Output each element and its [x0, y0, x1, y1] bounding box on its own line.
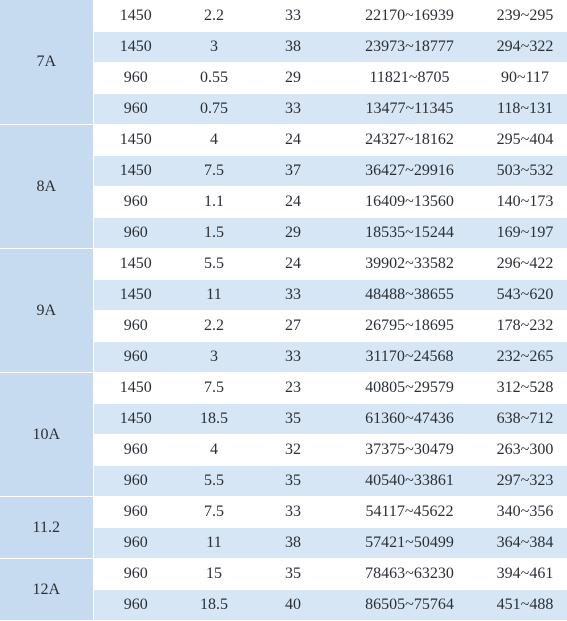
speed-cell: 1450 — [93, 125, 178, 156]
airflow-cell: 26795~18695 — [336, 311, 483, 342]
speed-cell: 960 — [93, 590, 178, 621]
airflow-cell: 37375~30479 — [336, 435, 483, 466]
power-cell: 7.5 — [178, 156, 250, 187]
power-cell: 4 — [178, 435, 250, 466]
pressure-cell: 38 — [250, 32, 336, 63]
power-cell: 1.1 — [178, 187, 250, 218]
power-cell: 18.5 — [178, 404, 250, 435]
noise-cell: 638~712 — [483, 404, 567, 435]
power-cell: 15 — [178, 559, 250, 590]
noise-cell: 232~265 — [483, 342, 567, 373]
airflow-cell: 78463~63230 — [336, 559, 483, 590]
pressure-cell: 24 — [250, 125, 336, 156]
airflow-cell: 22170~16939 — [336, 0, 483, 32]
table-row — [0, 559, 567, 590]
noise-cell: 294~322 — [483, 32, 567, 63]
airflow-cell: 86505~75764 — [336, 590, 483, 621]
model-cell: 9A — [0, 249, 93, 373]
speed-cell: 1450 — [93, 249, 178, 280]
airflow-cell: 16409~13560 — [336, 187, 483, 218]
speed-cell: 960 — [93, 497, 178, 528]
speed-cell: 960 — [93, 311, 178, 342]
noise-cell: 394~461 — [483, 559, 567, 590]
power-cell: 4 — [178, 125, 250, 156]
noise-cell: 297~323 — [483, 466, 567, 497]
model-cell: 11.2 — [0, 497, 93, 559]
pressure-cell: 33 — [250, 0, 336, 32]
speed-cell: 960 — [93, 466, 178, 497]
power-cell: 7.5 — [178, 373, 250, 404]
airflow-cell: 40805~29579 — [336, 373, 483, 404]
power-cell: 5.5 — [178, 249, 250, 280]
airflow-cell: 36427~29916 — [336, 156, 483, 187]
noise-cell: 90~117 — [483, 63, 567, 94]
airflow-cell: 31170~24568 — [336, 342, 483, 373]
noise-cell: 451~488 — [483, 590, 567, 621]
pressure-cell: 40 — [250, 590, 336, 621]
airflow-cell: 23973~18777 — [336, 32, 483, 63]
speed-cell: 960 — [93, 559, 178, 590]
noise-cell: 169~197 — [483, 218, 567, 249]
noise-cell: 263~300 — [483, 435, 567, 466]
model-cell: 7A — [0, 0, 93, 125]
power-cell: 2.2 — [178, 311, 250, 342]
power-cell: 3 — [178, 32, 250, 63]
noise-cell: 140~173 — [483, 187, 567, 218]
power-cell: 5.5 — [178, 466, 250, 497]
pressure-cell: 24 — [250, 187, 336, 218]
pressure-cell: 35 — [250, 404, 336, 435]
airflow-cell: 24327~18162 — [336, 125, 483, 156]
pressure-cell: 33 — [250, 497, 336, 528]
model-cell: 12A — [0, 559, 93, 621]
table-row — [0, 0, 567, 32]
table-row — [0, 125, 567, 156]
noise-cell: 364~384 — [483, 528, 567, 559]
speed-cell: 960 — [93, 187, 178, 218]
speed-cell: 1450 — [93, 280, 178, 311]
pressure-cell: 23 — [250, 373, 336, 404]
power-cell: 3 — [178, 342, 250, 373]
power-cell: 2.2 — [178, 0, 250, 32]
pressure-cell: 38 — [250, 528, 336, 559]
noise-cell: 340~356 — [483, 497, 567, 528]
airflow-cell: 57421~50499 — [336, 528, 483, 559]
airflow-cell: 61360~47436 — [336, 404, 483, 435]
speed-cell: 960 — [93, 94, 178, 125]
noise-cell: 178~232 — [483, 311, 567, 342]
pressure-cell: 37 — [250, 156, 336, 187]
noise-cell: 312~528 — [483, 373, 567, 404]
pressure-cell: 29 — [250, 218, 336, 249]
speed-cell: 960 — [93, 435, 178, 466]
speed-cell: 1450 — [93, 373, 178, 404]
airflow-cell: 13477~11345 — [336, 94, 483, 125]
pressure-cell: 33 — [250, 342, 336, 373]
airflow-cell: 39902~33582 — [336, 249, 483, 280]
pressure-cell: 27 — [250, 311, 336, 342]
pressure-cell: 35 — [250, 559, 336, 590]
pressure-cell: 33 — [250, 94, 336, 125]
pressure-cell: 24 — [250, 249, 336, 280]
speed-cell: 1450 — [93, 32, 178, 63]
airflow-cell: 11821~8705 — [336, 63, 483, 94]
model-cell: 8A — [0, 125, 93, 249]
pressure-cell: 35 — [250, 466, 336, 497]
noise-cell: 543~620 — [483, 280, 567, 311]
speed-cell: 960 — [93, 342, 178, 373]
noise-cell: 295~404 — [483, 125, 567, 156]
speed-cell: 1450 — [93, 404, 178, 435]
airflow-cell: 54117~45622 — [336, 497, 483, 528]
power-cell: 7.5 — [178, 497, 250, 528]
power-cell: 11 — [178, 280, 250, 311]
power-cell: 18.5 — [178, 590, 250, 621]
noise-cell: 503~532 — [483, 156, 567, 187]
noise-cell: 296~422 — [483, 249, 567, 280]
table-row — [0, 497, 567, 528]
speed-cell: 1450 — [93, 156, 178, 187]
pressure-cell: 32 — [250, 435, 336, 466]
airflow-cell: 48488~38655 — [336, 280, 483, 311]
speed-cell: 1450 — [93, 0, 178, 32]
speed-cell: 960 — [93, 218, 178, 249]
airflow-cell: 18535~15244 — [336, 218, 483, 249]
power-cell: 0.55 — [178, 63, 250, 94]
pressure-cell: 33 — [250, 280, 336, 311]
noise-cell: 239~295 — [483, 0, 567, 32]
pressure-cell: 29 — [250, 63, 336, 94]
power-cell: 1.5 — [178, 218, 250, 249]
noise-cell: 118~131 — [483, 94, 567, 125]
power-cell: 11 — [178, 528, 250, 559]
table-row — [0, 249, 567, 280]
airflow-cell: 40540~33861 — [336, 466, 483, 497]
model-cell: 10A — [0, 373, 93, 497]
power-cell: 0.75 — [178, 94, 250, 125]
speed-cell: 960 — [93, 528, 178, 559]
speed-cell: 960 — [93, 63, 178, 94]
table-row — [0, 373, 567, 404]
